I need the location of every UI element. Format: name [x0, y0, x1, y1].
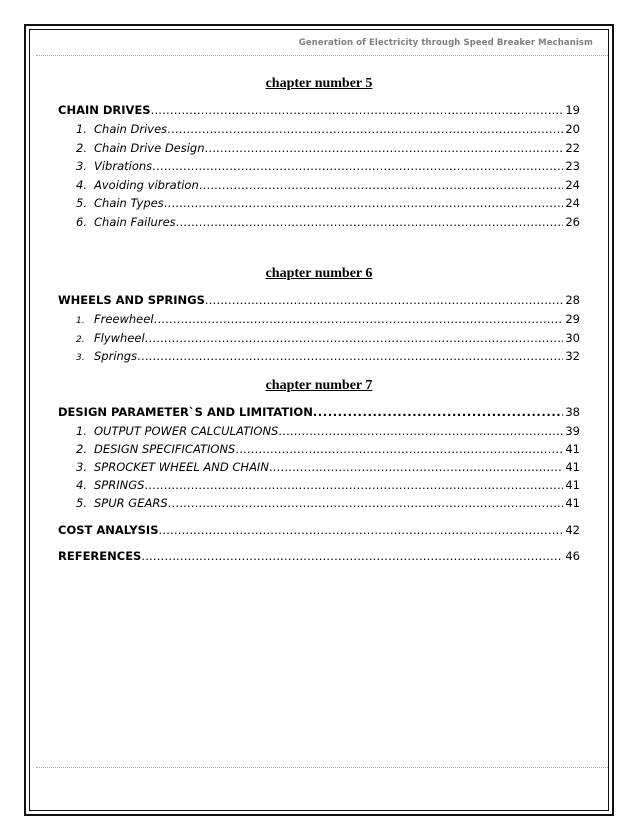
dot-leader [313, 405, 564, 419]
chapter-6-title: chapter number 6 [265, 266, 373, 281]
toc-page-number: 23 [565, 159, 580, 173]
toc-subentry-label: SPRINGS [94, 478, 145, 492]
toc-subentry[interactable] [76, 122, 580, 138]
toc-subentry[interactable] [76, 424, 580, 440]
toc-subentry-number: 2. [76, 141, 87, 155]
dot-leader [158, 523, 563, 537]
toc-subentry[interactable] [76, 141, 580, 157]
toc-subentry-number: 6. [76, 215, 87, 229]
toc-page-number: 46 [565, 549, 580, 563]
dot-leader [137, 349, 563, 363]
dot-leader [167, 122, 563, 136]
dot-leader [269, 460, 563, 474]
dot-leader [151, 103, 564, 117]
toc-subentry[interactable] [76, 312, 580, 328]
toc-subentry[interactable] [76, 331, 580, 347]
toc-subentry-number: 3. [76, 353, 85, 363]
toc-subentry[interactable] [76, 159, 580, 175]
toc-page-number: 28 [565, 293, 580, 307]
toc-subentry[interactable] [76, 460, 580, 476]
dot-leader [164, 196, 564, 210]
toc-entry-label: REFERENCES [58, 549, 142, 563]
toc-subentry-label: SPUR GEARS [94, 496, 168, 510]
toc-page-number: 42 [565, 523, 580, 537]
toc-subentry[interactable] [76, 496, 580, 512]
dot-leader [205, 141, 564, 155]
header-divider [36, 55, 608, 56]
toc-page-number: 22 [565, 141, 580, 155]
toc-page-number: 24 [565, 196, 580, 210]
toc-page-number: 32 [565, 349, 580, 363]
toc-subentry[interactable] [76, 349, 580, 365]
dot-leader [278, 424, 563, 438]
toc-subentry-number: 2. [76, 335, 85, 345]
footer-divider [36, 767, 608, 768]
dot-leader [141, 549, 563, 563]
dot-leader [152, 159, 563, 173]
toc-subentry[interactable] [76, 442, 580, 458]
toc-subentry-label: Avoiding vibration [94, 178, 199, 192]
toc-subentry-number: 4. [76, 178, 87, 192]
toc-page-number: 38 [565, 405, 580, 419]
toc-subentry-label: Flywheel [94, 331, 145, 345]
chapter-7-title: chapter number 7 [265, 378, 373, 393]
toc-subentry-number: 3. [76, 460, 87, 474]
dot-leader [144, 478, 563, 492]
toc-subentry[interactable] [76, 178, 580, 194]
toc-subentry-label: DESIGN SPECIFICATIONS [94, 442, 236, 456]
toc-subentry-number: 1. [76, 316, 85, 326]
toc-subentry-label: Chain Drives [94, 122, 168, 136]
dot-leader [145, 331, 564, 345]
toc-subentry-label: OUTPUT POWER CALCULATIONS [94, 424, 279, 438]
toc-entry-label: DESIGN PARAMETER`S AND LIMITATION [58, 405, 313, 419]
toc-page-number: 41 [565, 460, 580, 474]
toc-subentry-label: Freewheel [94, 312, 154, 326]
toc-page-number: 29 [565, 312, 580, 326]
toc-page-number: 19 [565, 103, 580, 117]
toc-subentry-label: Chain Failures [94, 215, 176, 229]
dot-leader [154, 312, 564, 326]
toc-page-number: 41 [565, 442, 580, 456]
toc-subentry-label: Vibrations [94, 159, 153, 173]
toc-page-number: 41 [565, 496, 580, 510]
dot-leader [176, 215, 564, 229]
toc-subentry-label: Chain Types [94, 196, 164, 210]
toc-subentry-number: 1. [76, 424, 87, 438]
toc-entry-label: COST ANALYSIS [58, 523, 159, 537]
toc-page-number: 26 [565, 215, 580, 229]
chapter-5-title: chapter number 5 [265, 76, 373, 91]
toc-page-number: 20 [565, 122, 580, 136]
toc-entry-references[interactable] [58, 549, 580, 565]
toc-subentry-label: SPROCKET WHEEL AND CHAIN [94, 460, 269, 474]
dot-leader [205, 293, 563, 307]
dot-leader [168, 496, 564, 510]
toc-subentry-number: 4. [76, 478, 87, 492]
toc-subentry-number: 2. [76, 442, 87, 456]
toc-subentry[interactable] [76, 196, 580, 212]
toc-page-number: 24 [565, 178, 580, 192]
toc-entry-label: CHAIN DRIVES [58, 103, 151, 117]
toc-subentry-number: 5. [76, 496, 87, 510]
dot-leader [199, 178, 564, 192]
toc-subentry-number: 5. [76, 196, 87, 210]
toc-subentry[interactable] [76, 215, 580, 231]
toc-entry-cost-analysis[interactable] [58, 523, 580, 539]
toc-page-number: 30 [565, 331, 580, 345]
toc-subentry[interactable] [76, 478, 580, 494]
toc-subentry-label: Chain Drive Design [94, 141, 205, 155]
toc-entry-design-parameters[interactable] [58, 405, 580, 421]
running-header: Generation of Electricity through Speed Breaker Mechanism [298, 38, 593, 48]
toc-entry-label: WHEELS AND SPRINGS [58, 293, 205, 307]
toc-entry-chain-drives[interactable] [58, 103, 580, 119]
toc-entry-wheels-and-springs[interactable] [58, 293, 580, 309]
toc-subentry-label: Springs [94, 349, 138, 363]
toc-page-number: 41 [565, 478, 580, 492]
toc-page-number: 39 [565, 424, 580, 438]
toc-subentry-number: 3. [76, 159, 87, 173]
toc-subentry-number: 1. [76, 122, 87, 136]
dot-leader [235, 442, 563, 456]
